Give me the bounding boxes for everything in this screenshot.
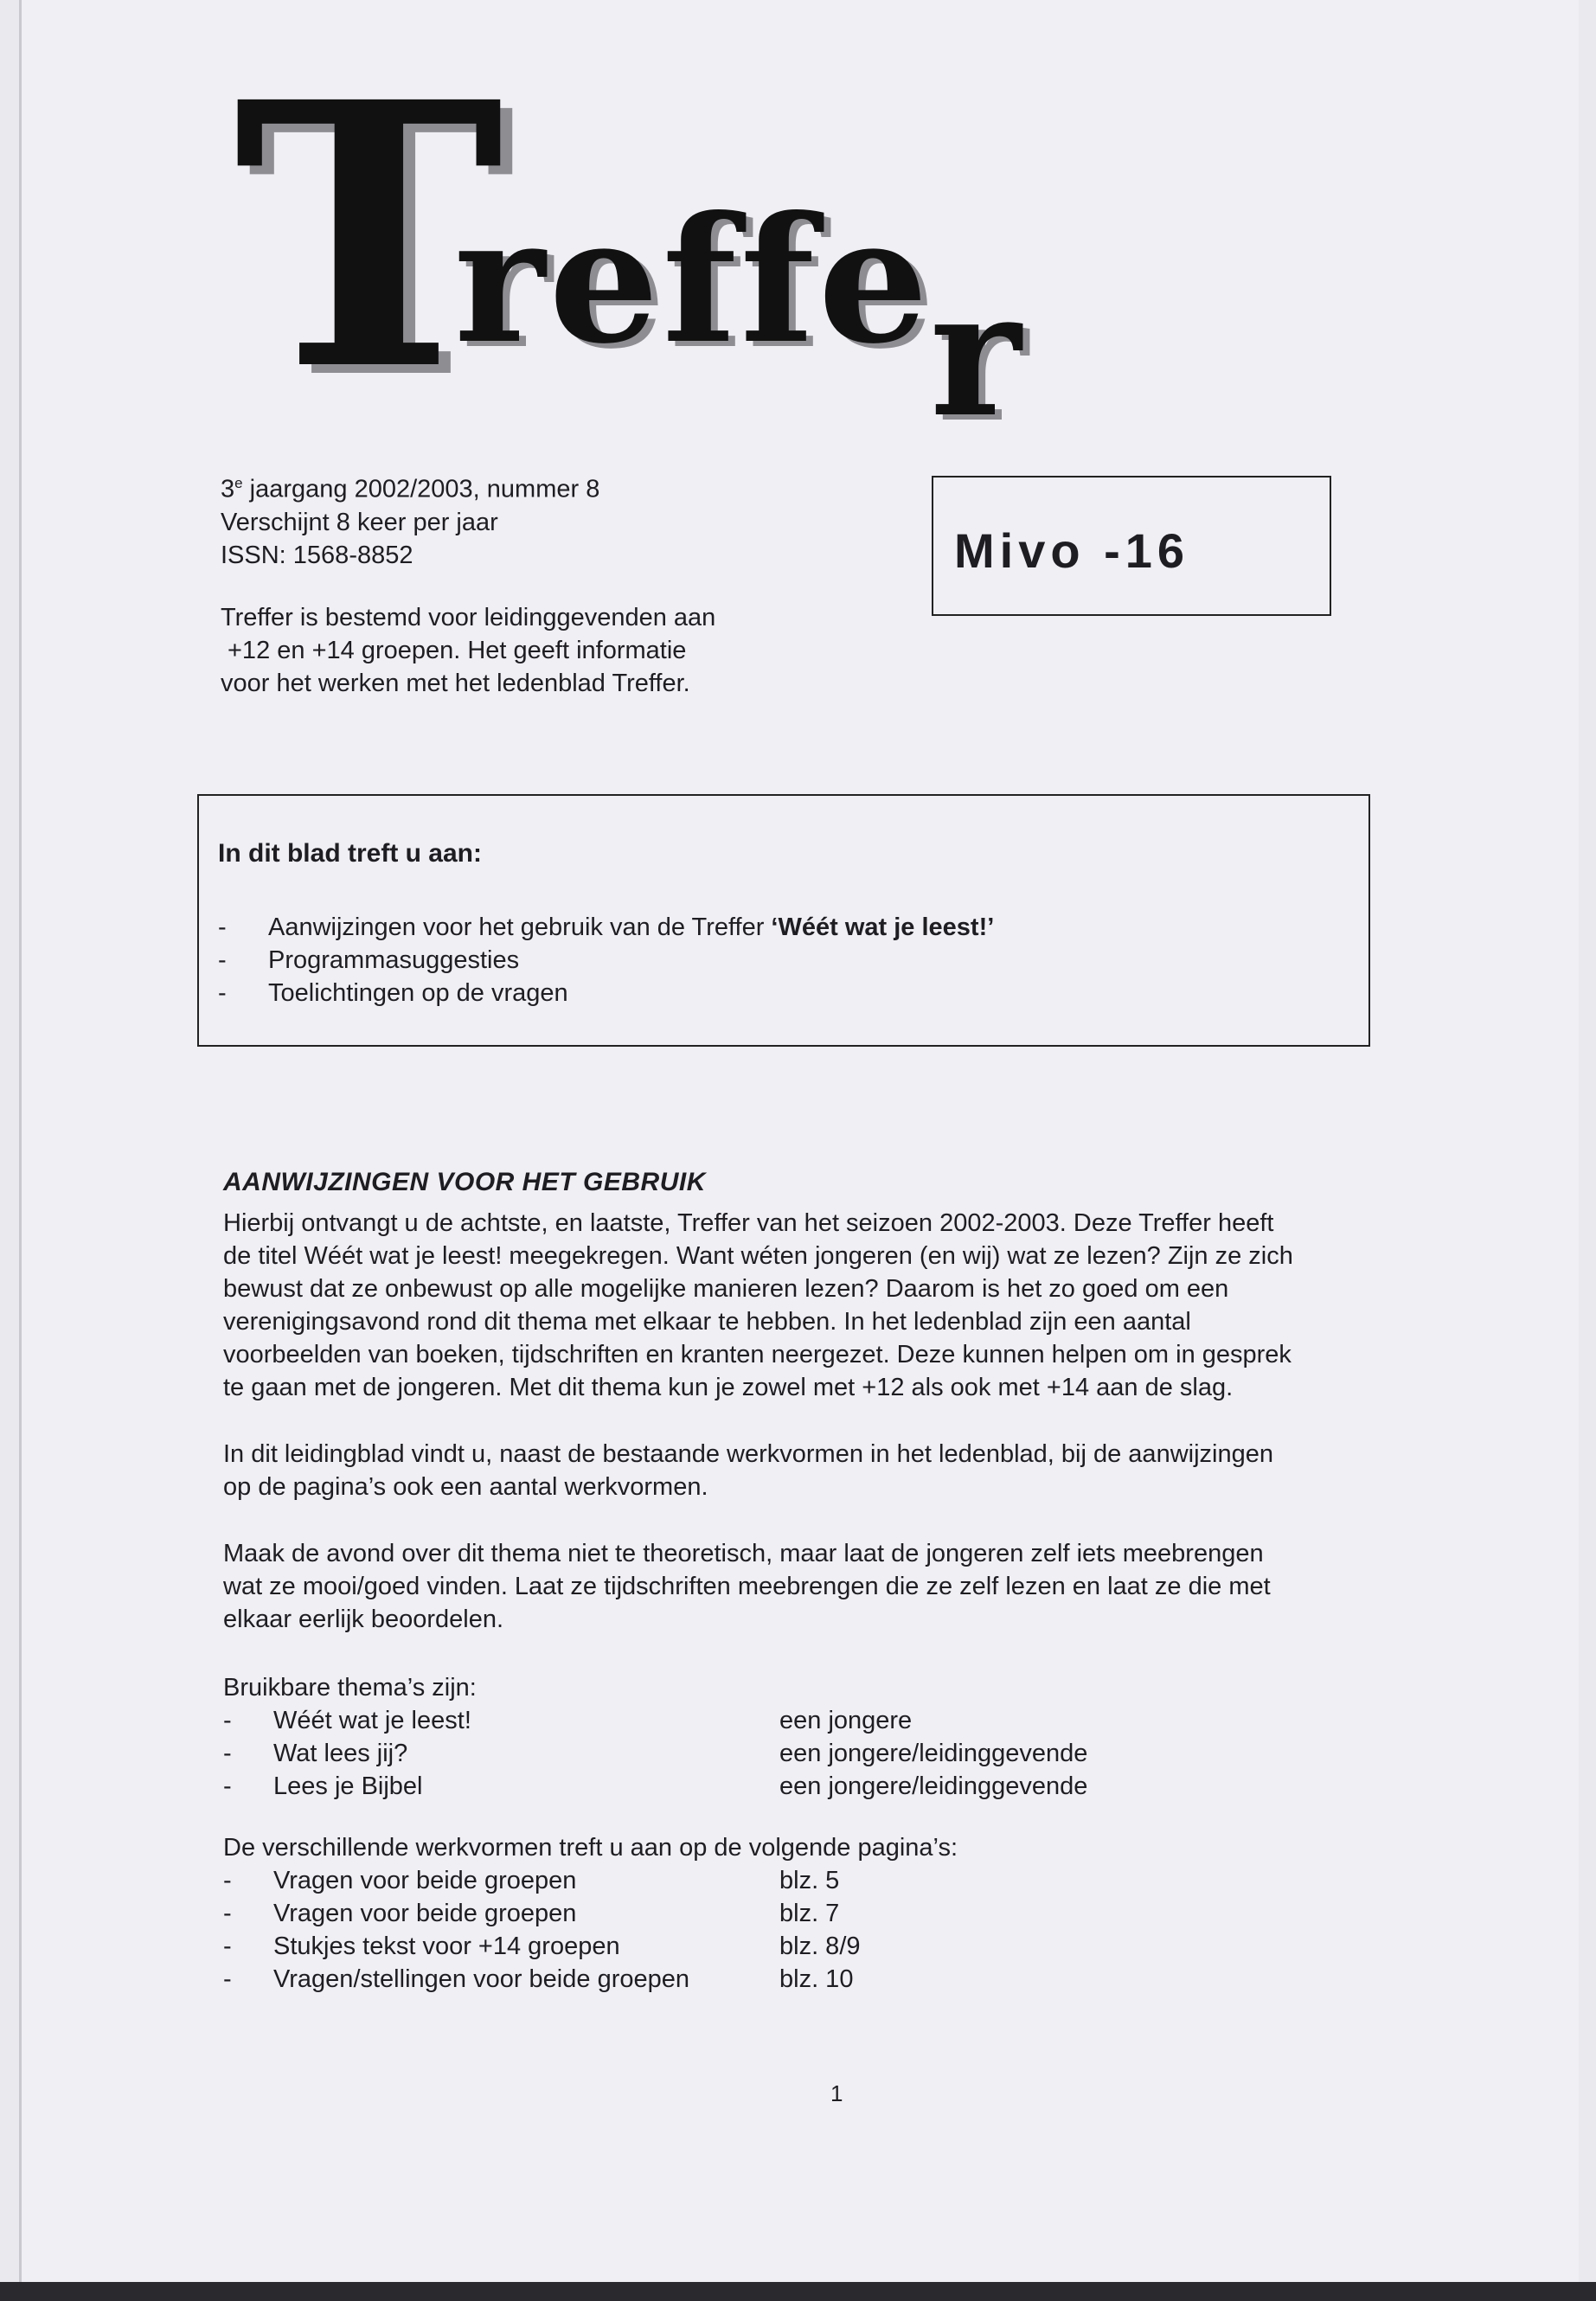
bullet-dash: - — [223, 1740, 232, 1767]
bullet-dash: - — [218, 913, 227, 941]
paragraph-line: Hierbij ontvangt u de achtste, en laatste, Treffer van het seizoen 2002-2003. Deze Treffer heeft — [223, 1209, 1274, 1237]
theme-row — [223, 1704, 1087, 1737]
treffer-logo — [225, 24, 1090, 456]
issue-line — [221, 467, 599, 506]
paragraph-line: op de pagina’s ook een aantal werkvormen. — [223, 1473, 708, 1501]
bullet-dash: - — [218, 946, 227, 974]
theme-by: een jongere/leidinggevende — [779, 1740, 1088, 1767]
intro-line: +12 en +14 groepen. Het geeft informatie — [228, 637, 687, 664]
contents-box — [197, 794, 1370, 1047]
paragraph-intro — [223, 1207, 1469, 1404]
paragraph-line: wat ze mooi/goed vinden. Laat ze tijdschriften meebrengen die ze zelf lezen en laat ze die met — [223, 1573, 1271, 1600]
intro-line: voor het werken met het ledenblad Treffer. — [221, 670, 690, 697]
issue-sup: e — [234, 475, 243, 491]
form-name: Vragen/stellingen voor beide groepen — [273, 1965, 689, 1993]
bullet-dash: - — [223, 1772, 232, 1800]
contents-item-text: Aanwijzingen voor het gebruik van de Treffer — [268, 913, 772, 941]
paragraph-line: verenigingsavond rond dit thema met elkaar te hebben. In het ledenblad zijn een aantal — [223, 1308, 1191, 1336]
issue-meta — [221, 467, 599, 572]
section-heading: AANWIJZINGEN VOOR HET GEBRUIK — [223, 1168, 706, 1196]
form-name: Vragen voor beide groepen — [273, 1900, 577, 1927]
form-page: blz. 10 — [779, 1965, 854, 1993]
bullet-dash: - — [223, 1900, 232, 1927]
contents-item — [218, 911, 994, 944]
bullet-dash: - — [223, 1965, 232, 1993]
age-badge-text: Mivo -16 — [954, 523, 1190, 578]
contents-item — [218, 977, 994, 1009]
logo-letters-effe: reffe — [454, 179, 932, 382]
form-row — [223, 1864, 958, 1897]
form-page: blz. 8/9 — [779, 1932, 861, 1960]
issn: ISSN: 1568-8852 — [221, 541, 413, 569]
contents-item-text: Toelichtingen op de vragen — [268, 979, 568, 1007]
paragraph-line: In dit leidingblad vindt u, naast de bestaande werkvormen in het ledenblad, bij de aanwijzingen — [223, 1440, 1273, 1468]
bullet-dash: - — [223, 1707, 232, 1734]
themes-title: Bruikbare thema’s zijn: — [223, 1674, 477, 1702]
intro-text — [221, 601, 715, 700]
form-page: blz. 7 — [779, 1900, 840, 1927]
form-row — [223, 1963, 958, 1996]
theme-row — [223, 1770, 1087, 1803]
intro-line: Treffer is bestemd voor leidinggevenden aan — [221, 604, 716, 631]
form-name: Stukjes tekst voor +14 groepen — [273, 1932, 620, 1960]
form-row — [223, 1897, 958, 1930]
theme-name: Wéét wat je leest! — [273, 1707, 471, 1734]
logo-letter-r: r — [930, 253, 1022, 456]
paragraph-line: bewust dat ze onbewust op alle mogelijke manieren lezen? Daarom is het zo goed om een — [223, 1275, 1229, 1303]
contents-item — [218, 944, 994, 977]
logo-letter-t: T — [234, 24, 504, 451]
form-name: Vragen voor beide groepen — [273, 1867, 577, 1894]
paragraph-leidingblad — [223, 1438, 1469, 1503]
contents-title: In dit blad treft u aan: — [218, 839, 482, 868]
contents-item-text: Programmasuggesties — [268, 946, 520, 974]
forms-title: De verschillende werkvormen treft u aan op de volgende pagina’s: — [223, 1834, 958, 1862]
paragraph-line: de titel Wéét wat je leest! meegekregen. Want wéten jongeren (en wij) wat ze lezen? Zijn ze zich — [223, 1242, 1293, 1270]
theme-name: Wat lees jij? — [273, 1740, 408, 1767]
issue-number: 3 — [221, 475, 235, 503]
theme-row — [223, 1737, 1087, 1770]
theme-by: een jongere — [779, 1707, 913, 1734]
paragraph-line: Maak de avond over dit thema niet te theoretisch, maar laat de jongeren zelf iets meebrengen — [223, 1540, 1264, 1567]
forms-list — [223, 1831, 958, 1996]
paragraph-line: elkaar eerlijk beoordelen. — [223, 1606, 504, 1633]
contents-list — [218, 911, 994, 1009]
bullet-dash: - — [218, 979, 227, 1007]
form-row — [223, 1930, 958, 1963]
page — [19, 0, 1579, 2284]
scan-edge — [0, 2282, 1596, 2301]
page-number: 1 — [830, 2080, 843, 2106]
bullet-dash: - — [223, 1867, 232, 1894]
form-page: blz. 5 — [779, 1867, 840, 1894]
themes-list — [223, 1671, 1087, 1803]
bullet-dash: - — [223, 1932, 232, 1960]
theme-name: Lees je Bijbel — [273, 1772, 423, 1800]
paragraph-avond — [223, 1537, 1469, 1636]
theme-by: een jongere/leidinggevende — [779, 1772, 1088, 1800]
paragraph-line: voorbeelden van boeken, tijdschriften en kranten neergezet. Deze kunnen helpen om in gesprek — [223, 1341, 1292, 1368]
age-badge — [932, 476, 1331, 616]
contents-item-bold: ‘Wéét wat je leest!’ — [771, 913, 995, 941]
issue-rest: jaargang 2002/2003, nummer 8 — [242, 475, 600, 503]
paragraph-line: te gaan met de jongeren. Met dit thema kun je zowel met +12 als ook met +14 aan de slag. — [223, 1374, 1234, 1401]
frequency: Verschijnt 8 keer per jaar — [221, 508, 498, 536]
